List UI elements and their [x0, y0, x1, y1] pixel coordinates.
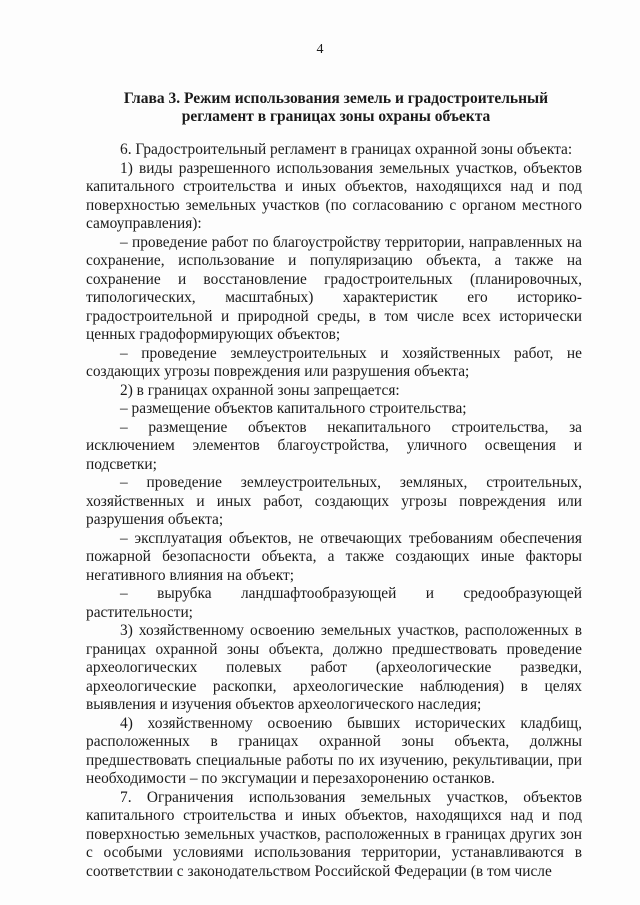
paragraph-6-heading: 6. Градостроительный регламент в границах охранной зоны объекта:: [120, 141, 573, 158]
paragraph-dash-tree-felling: – вырубка ландшафтообразующей и средообразующей растительности;: [86, 585, 582, 621]
paragraph-item-2: 2) в границах охранной зоны запрещается:: [120, 381, 400, 399]
paragraph-dash-capital-construction: – размещение объектов капитального строительства;: [120, 400, 467, 417]
paragraph-dash-landscaping: – проведение работ по благоустройству территории, направленных на сохранение, использование и популяризацию объекта, а также на сохранение и восстановление градостроительных (планировочных, типологических, масштабных) характеристик его историко-градостроительной и природной среды, в том числе всех исторически ценных градоформирующих объектов;: [86, 233, 582, 343]
page-number: 4: [316, 42, 324, 57]
paragraph-dash-fire-safety: – эксплуатация объектов, не отвечающих требованиям обеспечения пожарной безопасности объекта, а также создающих иные факторы негативного влияния на объект;: [86, 529, 582, 584]
document-body: [86, 141, 582, 881]
paragraph-item-4: 4) хозяйственному освоению бывших исторических кладбищ, расположенных в границах охранной зоны объекта, должны предшествовать специальные работы по их изучению, рекультивации, при необходимости – по эксгумации и перезахоронению останков.: [86, 714, 582, 787]
paragraph-dash-land-works: – проведение землеустроительных и хозяйственных работ, не создающих угрозы повреждения или разрушения объекта;: [86, 344, 582, 380]
paragraph-item-1: 1) виды разрешенного использования земельных участков, объектов капитального строительства и иных объектов, находящихся над и под поверхностью земельных участков (по согласованию с органом местного самоуправления):: [86, 159, 582, 232]
paragraph-item-3: 3) хозяйственному освоению земельных участков, расположенных в границах охранной зоны объекта, должно предшествовать проведение археологических полевых работ (археологические разведки, археологические раскопки, археологические наблюдения) в целях выявления и изучения объектов археологического наследия;: [86, 622, 582, 713]
paragraph-7-restrictions: 7. Ограничения использования земельных участков, объектов капитального строительства и иных объектов, находящихся над и под поверхностью земельных участков, расположенных в границах других зон с особыми условиями использования территории, устанавливаются в соответствии с законодательством Российской Федерации (в том числе: [86, 788, 582, 880]
paragraph-dash-non-capital-construction: – размещение объектов некапитального строительства, за исключением элементов благоустройства, уличного освещения и подсветки;: [86, 418, 582, 473]
paragraph-dash-earthworks: – проведение землеустроительных, земляных, строительных, хозяйственных и иных работ, создающих угрозы повреждения или разрушения объекта;: [86, 474, 582, 528]
chapter-title: Глава 3. Режим использования земель и градостроительный регламент в границах зоны охраны объекта: [123, 90, 549, 125]
